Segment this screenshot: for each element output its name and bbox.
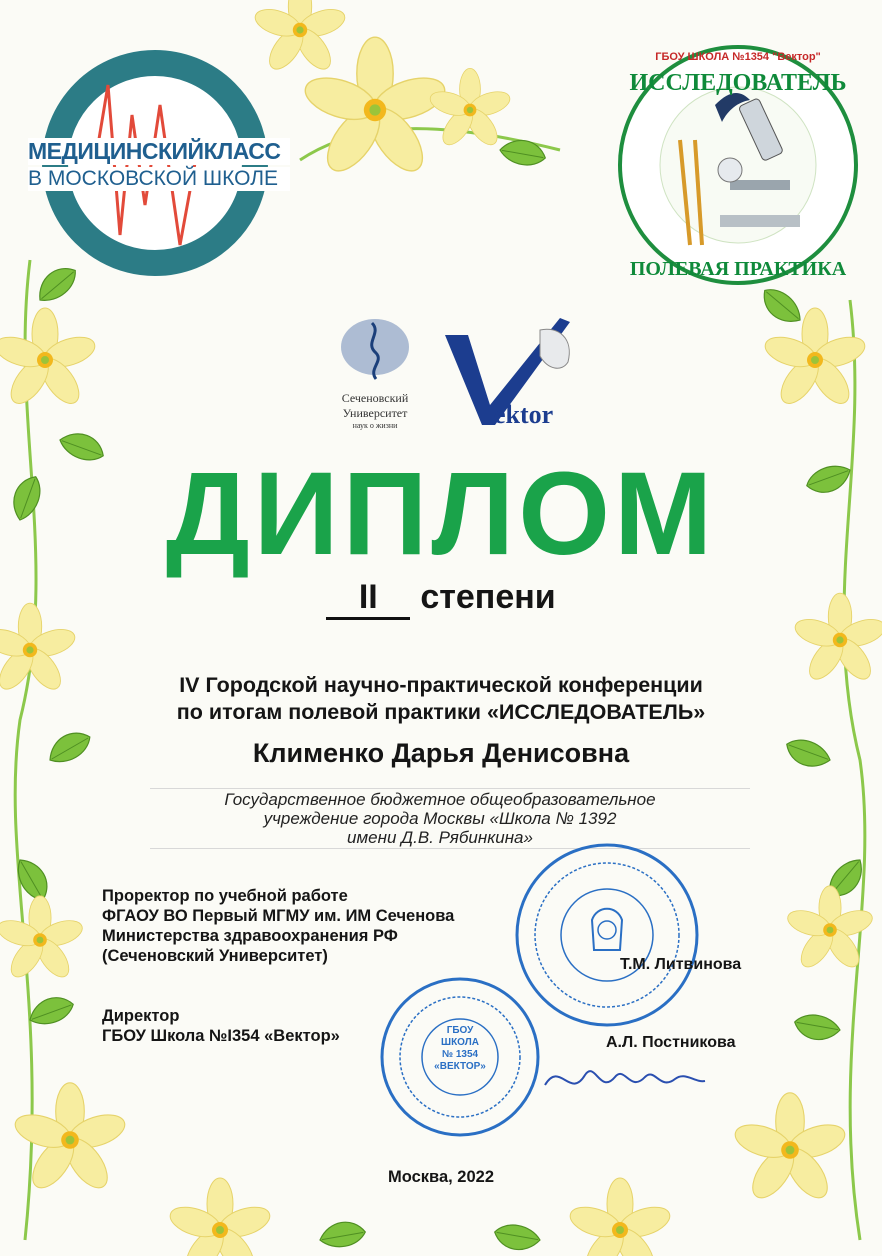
sechenov-logo — [320, 315, 430, 433]
signatory2-line1: Директор — [102, 1007, 180, 1025]
footer-place-year: Москва, 2022 — [387, 1168, 495, 1186]
school-line1: Государственное бюджетное общеобразовательное — [224, 790, 656, 809]
signatory2-name: А.Л. Постникова — [606, 1034, 736, 1051]
school-line2: учреждение города Москвы «Школа № 1392 — [263, 809, 617, 828]
vektor-text: ektor — [494, 400, 554, 429]
signatory1-line4: (Сеченовский Университет) — [102, 947, 328, 965]
researcher-logo — [610, 30, 865, 300]
diploma-title: ДИПЛОМ — [165, 448, 717, 580]
signatory1-name: Т.М. Литвинова — [620, 956, 742, 973]
researcher-arc-text: ИССЛЕДОВАТЕЛЬ — [629, 70, 847, 96]
degree-number: II — [326, 578, 410, 620]
researcher-bottom-text: ПОЛЕВАЯ ПРАКТИКА — [629, 258, 847, 280]
conference-line1: IV Городской научно-практической конференции — [179, 673, 703, 697]
conference-line2: по итогам полевой практики «ИССЛЕДОВАТЕЛЬ» — [176, 700, 706, 724]
recipient-name: Клименко Дарья Денисовна — [252, 738, 630, 768]
signatory2-line2: ГБОУ Школа №I354 «Вектор» — [102, 1027, 340, 1045]
stamp-line2: ШКОЛА — [441, 1037, 479, 1048]
tree-dna-icon — [320, 315, 430, 385]
signatory1-line1: Проректор по учебной работе — [102, 887, 348, 905]
school-rule-top — [150, 788, 750, 789]
signatory1-line3: Министерства здравоохранения РФ — [102, 927, 398, 945]
degree-line — [0, 578, 882, 620]
signatory2-block — [102, 1006, 402, 1046]
logo-med-line1: МЕДИЦИНСКИЙКЛАСС — [28, 138, 290, 165]
signatory1-block — [102, 886, 522, 966]
school-text — [150, 790, 730, 847]
stamp-line3: № 1354 — [441, 1049, 479, 1060]
researcher-top-text: ГБОУ ШКОЛА №1354 "Вектор" — [655, 51, 821, 63]
sechenov-line2: Университет — [342, 406, 408, 420]
medical-class-logo — [20, 45, 290, 280]
sechenov-line1: Сеченовский — [341, 391, 409, 405]
school-stamp-text — [425, 1025, 495, 1073]
handwritten-signature — [540, 1055, 710, 1105]
vektor-logo — [440, 310, 590, 430]
signatory1-line2: ФГАОУ ВО Первый МГМУ им. ИМ Сеченова — [102, 907, 455, 925]
stamp-line4: «ВЕКТОР» — [434, 1061, 486, 1072]
conference-text — [0, 672, 882, 726]
logo-med-line2: В МОСКОВСКОЙ ШКОЛЕ — [28, 167, 290, 191]
degree-label: степени — [420, 578, 556, 616]
sechenov-line3: наук о жизни — [352, 421, 398, 430]
school-line3: имени Д.В. Рябинкина» — [347, 828, 533, 847]
stamp-line1: ГБОУ — [446, 1025, 474, 1036]
